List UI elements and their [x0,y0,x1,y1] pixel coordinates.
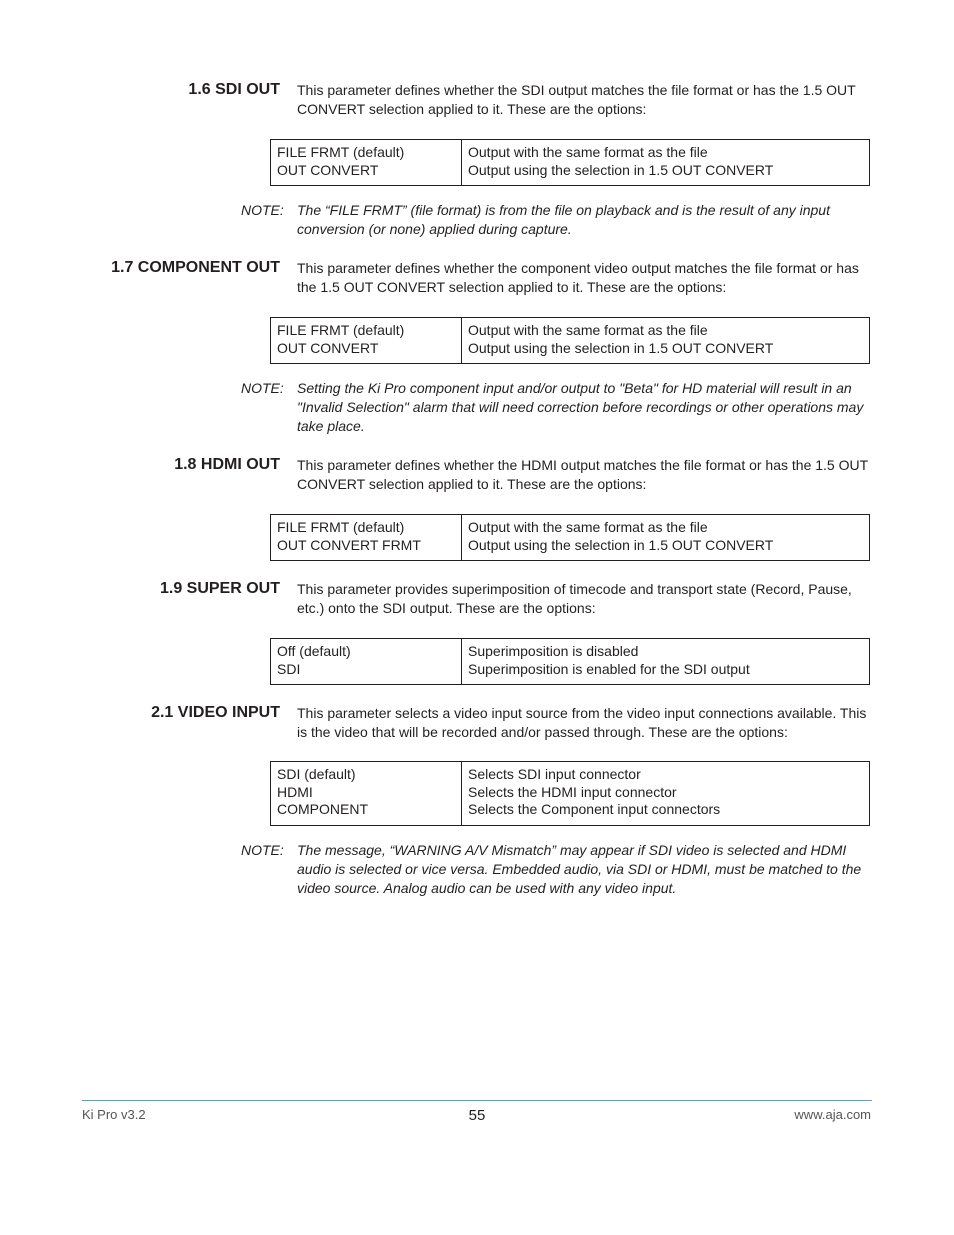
section-heading-sdi-out: 1.6 SDI OUT [188,81,280,98]
options-table-super-out [270,638,870,685]
section-description-video-input: This parameter selects a video input source from the video input connections available. This is the video that will be recorded and/or passed through. These are the options: [297,705,867,740]
options-cell-values [271,318,462,364]
options-cell-descriptions [462,140,870,186]
option-value: FILE FRMT (default) [277,519,405,535]
option-value: HDMI [277,783,313,800]
options-cell-values [271,140,462,186]
note-text-sdi-out: The “FILE FRMT” (file format) is from the file on playback and is the result of any input conversion (or none) applied during capture. [297,202,830,237]
options-cell-values [271,515,462,561]
option-value: FILE FRMT (default) [277,322,405,338]
option-value: FILE FRMT (default) [277,144,405,160]
footer-rule [82,1100,872,1101]
note-text-component-out: Setting the Ki Pro component input and/or output to "Beta" for HD material will result in an "Invalid Selection" alarm that will need correction before recordings or other operations may take place. [297,380,864,434]
option-value: COMPONENT [277,801,368,817]
section-heading-hdmi-out: 1.8 HDMI OUT [174,456,280,473]
section-description-component-out: This parameter defines whether the component video output matches the file format or has the 1.5 OUT CONVERT selection applied to it. These are the options: [297,260,859,295]
option-description: Output using the selection in 1.5 OUT CONVERT [468,536,774,553]
footer-website-link[interactable]: www.aja.com [794,1107,871,1122]
options-cell-descriptions [462,515,870,561]
option-value: SDI [277,660,301,677]
options-cell-descriptions [462,639,870,685]
option-description: Selects the Component input connectors [468,801,721,817]
note-label: NOTE: [241,380,284,396]
note-label: NOTE: [241,842,284,858]
options-cell-values [271,762,462,826]
options-table-sdi-out [270,139,870,186]
options-table-component-out [270,317,870,364]
option-value: OUT CONVERT FRMT [277,536,421,553]
section-heading-super-out: 1.9 SUPER OUT [159,580,280,597]
section-description-super-out: This parameter provides superimposition of timecode and transport state (Record, Pause, etc.) onto the SDI output. These are the options: [297,581,852,616]
section-heading-component-out: 1.7 COMPONENT OUT [111,259,280,276]
options-cell-values [271,639,462,685]
section-description-hdmi-out: This parameter defines whether the HDMI output matches the file format or has the 1.5 OUT CONVERT selection applied to it. These are the options: [297,457,868,492]
section-description-sdi-out: This parameter defines whether the SDI output matches the file format or has the 1.5 OUT CONVERT selection applied to it. These are the options: [297,82,856,117]
options-table-video-input [270,761,870,826]
section-heading-video-input: 2.1 VIDEO INPUT [151,704,280,721]
option-description: Superimposition is disabled [468,643,639,659]
option-description: Output using the selection in 1.5 OUT CONVERT [468,161,774,178]
options-table-hdmi-out [270,514,870,561]
option-description: Output with the same format as the file [468,519,708,535]
option-description: Output using the selection in 1.5 OUT CONVERT [468,339,774,356]
note-text-video-input: The message, “WARNING A/V Mismatch” may appear if SDI video is selected and HDMI audio is selected or vice versa. Embedded audio, via SDI or HDMI, must be matched to the video source. Analog audio can be used with any video input. [297,842,862,896]
option-description: Output with the same format as the file [468,322,708,338]
option-value: OUT CONVERT [277,161,379,178]
footer-product-version: Ki Pro v3.2 [82,1107,146,1122]
option-value: SDI (default) [277,766,356,782]
option-description: Selects SDI input connector [468,766,641,782]
option-description: Superimposition is enabled for the SDI output [468,660,750,677]
options-cell-descriptions [462,318,870,364]
page-number: 55 [468,1107,486,1124]
option-value: Off (default) [277,643,351,659]
option-description: Output with the same format as the file [468,144,708,160]
option-description: Selects the HDMI input connector [468,783,677,800]
option-value: OUT CONVERT [277,339,379,356]
note-label: NOTE: [241,202,284,218]
options-cell-descriptions [462,762,870,826]
